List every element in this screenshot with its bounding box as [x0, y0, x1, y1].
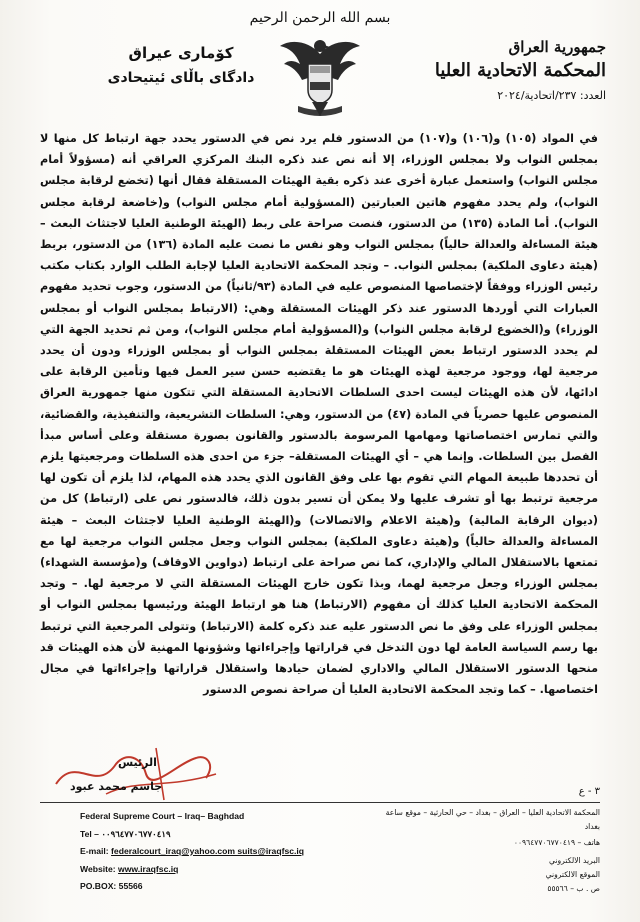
iraq-eagle-emblem-icon — [270, 24, 370, 124]
footer-contact-arabic — [370, 806, 600, 896]
reference-number: العدد: ٢٣٧/اتحادية/٢٠٢٤ — [497, 89, 606, 102]
ruling-paragraph: في المواد (١٠٥) و(١٠٦) و(١٠٧) من الدستور فلم يرد نص في الدستور يحدد جهة ارتباط كل منها لا بمجلس النواب ولا بمجلس الوزراء، إلا أنه نص عند ذكره البنك المركزي العراقي أنه (مسؤولاً أمام مجلس النواب) واستعمل عبارة أخرى عند ذكره بقية الهيئات المستقلة فقال أنها (تخضع لرقابة مجلس النواب)، ولم يحدد مفهوم هاتين العبارتين (المسؤولية أمام مجلس النواب) و(خاضعة لرقابة مجلس النواب). أما المادة (١٣٥) من الدستور، فنصت صراحة على ربط (الهيئة الوطنية العليا لاجتثاث البعث – هيئة المساءلة والعدالة حالياً) بمجلس النواب وهو نفس ما نصت عليه المادة (١٣٦) من الدستور، بربط (هيئة دعاوى الملكية) بمجلس النواب. – وتجد المحكمة الاتحادية العليا لإجابة الطلب الوارد بكتاب مكتب رئيس الوزراء ووفقاً لإختصاصها المنصوص عليه في المادة (٩٣/ثانياً) من الدستور، وجوب تحديد مفهوم العبارات التي أوردها الدستور عند ذكر الهيئات المستقلة وهي: (الارتباط بمجلس النواب أو بمجلس الوزراء) و(الخضوع لرقابة مجلس النواب) و(المسؤولية أمام مجلس النواب)، ومن ثم تحديد الجهة التي لم يحدد الدستور ارتباط بعض الهيئات المستقلة بمجلس النواب أو بمجلس الوزراء ودون أن يحدد مرجعية لها، ووجود مرجعية لهذه الهيئات هو ما يقتضيه حسن سير العمل فيها وتأمين الرقابة على ادائها، لأن هذه الهيئات ليست احدى السلطات الاتحادية المستقلة التي تتكون منها جمهورية العراق المنصوص عليها حصرياً في المادة (٤٧) من الدستور، وهي: السلطات التشريعية، والتنفيذية، والقضائية، والتي تمارس اختصاصاتها ومهامها المرسومة بالدستور والقانون بصورة مستقلة وعلى أساس مبدأ الفصل بين السلطات. وإنما هي – أي الهيئات المستقلة– جزء من احدى هذه السلطات ومرجعيتها يلزم أن تحددها طبيعة المهام التي تقوم بها على وفق القانون الذي يحدد هذه المهام، لذا يلزم أن تكون لها مرجعية ترتبط بها أو تشرف عليها ولا يمكن أن تسير بدون ذلك، فالدستور نص على (ارتباط) كل من (ديوان الرقابة المالية) و(هيئة الاعلام والاتصالات) و(الهيئة الوطنية العليا لاجتثاث البعث – هيئة المساءلة والعدالة حالياً) و(هيئة دعاوى الملكية) بمجلس النواب وجعل مجلس النواب مرجعية لها مع تمتعها بالاستقلال المالي والإداري، كما نص صراحة على ارتباط (دواوين الاوقاف) و(مؤسسة الشهداء) بمجلس الوزراء وجعل مرجعية لهما، وبذا تكون خارج الهيئات المستقلة التي لا مرجعية لها. – وتجد المحكمة الاتحادية العليا كذلك أن مفهوم (الارتباط) هنا هو ارتباط الهيئة ورئيسها بمجلس النواب أو بمجلس الوزراء على وفق ما نص الدستور عليه عند ذكره كلمة (الارتباط) وتتولى المرجعية التي ترتبط بها رسم السياسة العامة لها دون التدخل في قراراتها وإجراءاتها وشؤونها المهنية لأن هذه الهيئات قد منحها الدستور الاستقلال المالي والاداري لضمان حيادها واستقلال قراراتها وإجراءاتها في مجال اختصاصها. – كما وتجد المحكمة الاتحادية العليا أن صراحة نصوص الدستور — [40, 132, 598, 697]
website-label: Website: — [80, 863, 119, 874]
footer-pobox: PO.BOX: 55566 — [80, 881, 143, 891]
email-link[interactable]: federalcourt_iraq@yahoo.com suits@iraqfsc.iq — [111, 846, 305, 856]
footer-address-arabic: المحكمة الاتحادية العليا – العراق – بغداد – حي الحارثية – موقع ساعة بغداد — [385, 808, 600, 831]
court-header-kurdish — [96, 44, 266, 86]
footer-email — [80, 843, 340, 861]
footer-email-label-arabic: البريد الالكتروني — [549, 856, 600, 865]
country-name-kurdish: كۆماری عیراق — [128, 44, 234, 62]
footer-pobox-arabic: ص . ب – ٥٥٥٦٦ — [547, 884, 600, 893]
signatory-title: الرئيس — [118, 756, 157, 769]
footer-contact-english — [80, 808, 340, 896]
country-name: جمهورية العراق — [508, 38, 606, 56]
page-number: ٣ - ع — [578, 786, 600, 797]
website-link[interactable]: www.iraqfsc.iq — [118, 863, 179, 874]
footer-website-label-arabic: الموقع الالكتروني — [545, 870, 600, 879]
court-name: المحكمة الاتحادية العليا — [434, 60, 606, 81]
basmala: بسم الله الرحمن الرحيم — [249, 10, 391, 26]
footer-divider — [40, 802, 600, 803]
signatory-name: جاسم محمد عبود — [70, 780, 163, 793]
email-label: E-mail: — [80, 846, 112, 856]
court-header-arabic — [386, 38, 606, 102]
footer-website — [80, 861, 340, 879]
footer-telephone — [80, 826, 340, 844]
court-name-kurdish: دادگای باڵای ئیتیحادی — [107, 70, 255, 86]
footer-court-name: Federal Supreme Court – Iraq– Baghdad — [80, 811, 245, 821]
ruling-body-text — [40, 128, 598, 700]
tel-label: Tel – — [80, 828, 102, 839]
footer-phone-arabic: هاتف – ٠٠٩٦٤٧٧٠٦٧٧٠٤١٩ — [513, 838, 600, 847]
handwritten-signature-icon — [46, 744, 226, 804]
tel-value: ٠٠٩٦٤٧٧٠٦٧٧٠٤١٩ — [101, 828, 171, 839]
